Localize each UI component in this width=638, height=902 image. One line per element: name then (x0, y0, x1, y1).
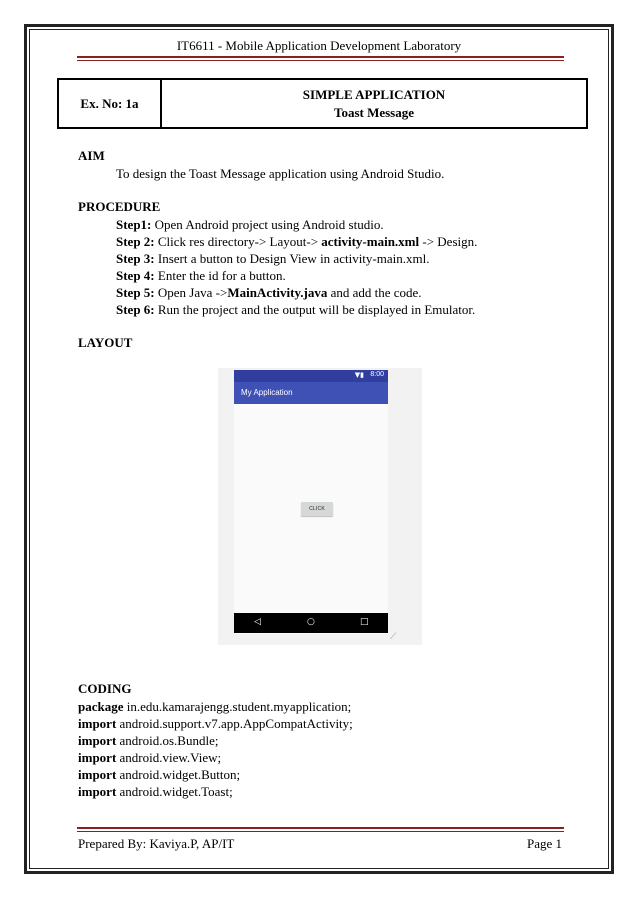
phone-screen (234, 370, 388, 634)
step-text: Run the project and the output will be displayed in Emulator. (154, 302, 476, 317)
step-text: Click res directory-> Layout-> (154, 234, 322, 249)
status-time: 8:00 (370, 371, 384, 378)
code-text: android.widget.Button; (116, 767, 241, 782)
code-line (78, 698, 353, 715)
navigation-bar (234, 613, 388, 633)
step-label: Step 6: (116, 302, 155, 317)
procedure-steps (116, 216, 477, 318)
step-bold: activity-main.xml (321, 234, 420, 249)
step-text: Enter the id for a button. (154, 268, 286, 283)
step-text: Open Android project using Android studio. (151, 217, 384, 232)
exercise-number: Ex. No: 1a (59, 80, 162, 127)
procedure-heading: PROCEDURE (78, 199, 161, 214)
header-rule (77, 56, 564, 58)
exercise-subtitle: Toast Message (333, 104, 415, 120)
procedure-step (116, 301, 477, 318)
home-icon[interactable]: ○ (307, 617, 315, 627)
code-keyword: import (78, 716, 117, 731)
recent-apps-icon[interactable]: □ (360, 617, 369, 627)
header-title: IT6611 - Mobile Application Development Laboratory (176, 38, 462, 53)
back-icon[interactable]: ◁ (254, 617, 261, 627)
layout-heading: LAYOUT (78, 335, 133, 350)
procedure-step (116, 267, 477, 284)
code-text: android.view.View; (116, 750, 222, 765)
step-label: Step 2: (116, 234, 155, 249)
procedure-step (116, 284, 477, 301)
code-keyword: import (78, 750, 117, 765)
step-text-post: and add the code. (327, 285, 422, 300)
procedure-step (116, 216, 477, 233)
code-keyword: import (78, 784, 117, 799)
exercise-title: SIMPLE APPLICATION (302, 86, 446, 102)
step-text-post: -> Design. (419, 234, 478, 249)
exercise-title-cell (162, 80, 586, 127)
aim-text: To design the Toast Message application using Android Studio. (116, 166, 445, 181)
footer-author: Prepared By: Kaviya.P, AP/IT (78, 836, 235, 851)
footer-rule-thin (77, 831, 564, 832)
app-bar (234, 382, 388, 404)
code-text: android.support.v7.app.AppCompatActivity; (116, 716, 353, 731)
click-button[interactable]: CLICK (301, 502, 333, 516)
step-text: Insert a button to Design View in activity-main.xml. (154, 251, 430, 266)
code-keyword: package (78, 699, 124, 714)
code-text: android.widget.Toast; (116, 784, 233, 799)
code-block (78, 698, 353, 800)
app-title: My Application (241, 388, 293, 397)
step-text: Open Java -> (154, 285, 228, 300)
status-bar (234, 370, 388, 382)
signal-battery-icon: ▼▮ (354, 371, 364, 379)
exercise-box (57, 78, 588, 129)
procedure-step (116, 250, 477, 267)
code-line (78, 766, 353, 783)
aim-heading: AIM (78, 148, 105, 163)
coding-heading: CODING (78, 681, 132, 696)
procedure-step (116, 233, 477, 250)
resize-handle-icon[interactable]: ⟋ (390, 632, 397, 642)
code-line (78, 732, 353, 749)
code-keyword: import (78, 767, 117, 782)
step-label: Step 3: (116, 251, 155, 266)
footer-rule (77, 827, 564, 829)
step-label: Step 4: (116, 268, 155, 283)
code-keyword: import (78, 733, 117, 748)
code-line (78, 749, 353, 766)
code-text: in.edu.kamarajengg.student.myapplication; (123, 699, 352, 714)
code-line (78, 783, 353, 800)
code-text: android.os.Bundle; (116, 733, 219, 748)
code-line (78, 715, 353, 732)
step-label: Step 5: (116, 285, 155, 300)
step-bold: MainActivity.java (227, 285, 328, 300)
footer-page-number: Page 1 (526, 836, 562, 851)
header-rule-thin (77, 60, 564, 61)
step-label: Step1: (116, 217, 152, 232)
